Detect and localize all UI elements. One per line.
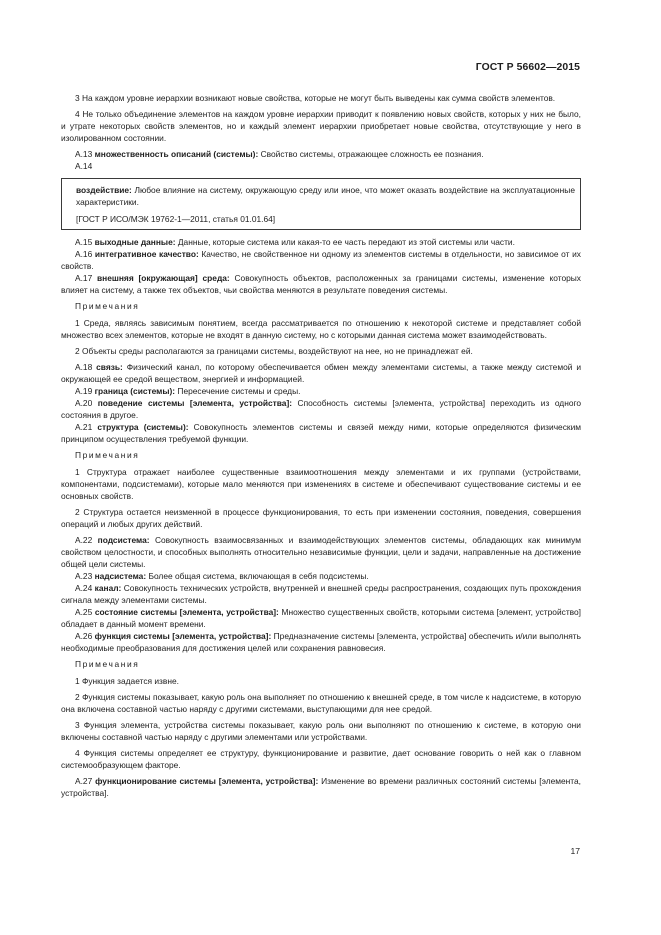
definition: Способность системы [элемента, устройства] переходить из одного состояния в другое. xyxy=(61,398,582,420)
definition: Совокупность объектов, расположенных за границами системы, изменение которых влияет на систему, а также тех объектов, чьи свойства меняются в результате поведения системы. xyxy=(61,273,581,295)
clause-number: А.19 xyxy=(75,386,93,396)
clause-a15 xyxy=(61,236,581,248)
definition: Более общая система, включающая в себя подсистемы. xyxy=(146,571,369,581)
term: функционирование системы [элемента, устройства]: xyxy=(95,776,319,786)
clause-number: А.23 xyxy=(75,571,93,581)
definition: Совокупность технических устройств, внутренней и внешней среды распространения, создающих путь прохождения сигнала между элементами системы. xyxy=(61,583,581,605)
clause-number: А.18 xyxy=(75,362,93,372)
clause-a24 xyxy=(61,582,581,606)
term: поведение системы [элемента, устройства]: xyxy=(97,398,293,408)
note-4-hierarchy: 4 Не только объединение элементов на каждом уровне иерархии приводит к появлению новых свойств, которых у них не было, и утрате некоторых свойств элементов, но и каждый элемент иерархии приобретает новые свойства, отсутствующие у него в изолированном состоянии. xyxy=(61,109,581,143)
clause-number: А.27 xyxy=(75,776,93,786)
term: множественность описаний (системы): xyxy=(94,149,259,159)
clause-a27 xyxy=(61,775,581,799)
term: канал: xyxy=(94,583,122,593)
clause-a14-number: А.14 xyxy=(75,161,93,171)
term: связь: xyxy=(96,362,123,372)
term: подсистема: xyxy=(97,535,150,545)
term: граница (системы): xyxy=(94,386,176,396)
clause-number: А.26 xyxy=(75,631,93,641)
clause-number: А.13 xyxy=(75,149,93,159)
term: надсистема: xyxy=(94,571,147,581)
definition: Качество, не свойственное ни одному из элементов системы в отдельности, но зависимое от их свойств. xyxy=(61,249,581,271)
clause-number: А.21 xyxy=(75,422,93,432)
a21-note-1: 1 Структура отражает наиболее существенные взаимоотношения между элементами и их группами (устройствами, компонентами, подсистемами), которые мало меняются при изменениях в системе и обеспечивают существование системы и ее основных свойств. xyxy=(61,467,581,501)
clause-a21 xyxy=(61,421,581,445)
clause-number: А.25 xyxy=(75,607,93,617)
notes-heading: Примечания xyxy=(75,450,140,460)
definition: Изменение во времени различных состояний системы [элемента, устройства]. xyxy=(61,776,581,798)
term: воздействие: xyxy=(76,185,132,195)
term: внешняя [окружающая] среда: xyxy=(97,273,230,283)
clause-number: А.15 xyxy=(75,237,93,247)
clause-a16 xyxy=(61,248,581,272)
term: функция системы [элемента, устройства]: xyxy=(94,631,272,641)
clause-a17 xyxy=(61,272,581,296)
definition: Совокупность элементов системы и связей между ними, которые определяются физическим принципом осуществления требуемой функции. xyxy=(61,422,582,444)
clause-number: А.17 xyxy=(75,273,93,283)
note-3-hierarchy: 3 На каждом уровне иерархии возникают новые свойства, которые не могут быть выведены как сумма свойств элементов. xyxy=(75,93,556,103)
document-header-id: ГОСТ Р 56602—2015 xyxy=(475,62,580,73)
clause-a14-box xyxy=(61,178,581,230)
definition: Множество существенных свойств, которыми система [элемент, устройство] обладает в данный момент времени. xyxy=(61,607,581,629)
clause-a18 xyxy=(61,361,581,385)
clause-a23 xyxy=(61,570,581,582)
a26-note-1: 1 Функция задается извне. xyxy=(75,676,179,686)
definition: Свойство системы, отражающее сложность ее познания. xyxy=(258,149,484,159)
clause-number: А.16 xyxy=(75,249,93,259)
a26-note-4: 4 Функция системы определяет ее структуру, функционирование и развитие, дает основание говорить о ней как о главном системообразующем факторе. xyxy=(61,748,581,770)
clause-a13 xyxy=(61,148,581,160)
a26-note-3: 3 Функция элемента, устройства системы показывает, какую роль они выполняют по отношению к системе, в которую они включены составной частью наряду с другими элементами или устройствами. xyxy=(61,720,581,742)
clause-number: А.22 xyxy=(75,535,93,545)
definition: Любое влияние на систему, окружающую среду или иное, что может оказать воздействие на эксплуатационные характеристики. xyxy=(76,185,575,207)
definition: Пересечение системы и среды. xyxy=(175,386,301,396)
clause-a14-definition xyxy=(76,184,575,208)
term: состояние системы [элемента, устройства]: xyxy=(94,607,279,617)
definition: Совокупность взаимосвязанных и взаимодействующих элементов системы, обладающих как минимум свойством целостности, и способных выполнять относительно независимые функции, цели и задачи, направленные на достижение общей цели системы. xyxy=(61,535,582,569)
clause-number: А.24 xyxy=(75,583,93,593)
clause-a14-source: [ГОСТ Р ИСО/МЭК 19762-1—2011, статья 01.01.64] xyxy=(76,214,276,224)
clause-a19 xyxy=(61,385,581,397)
notes-heading: Примечания xyxy=(75,659,140,669)
notes-heading: Примечания xyxy=(75,301,140,311)
term: интегративное качество: xyxy=(94,249,199,259)
clause-a20 xyxy=(61,397,581,421)
a17-note-2: 2 Объекты среды располагаются за границами системы, воздействуют на нее, но не принадлежат ей. xyxy=(75,346,473,356)
a26-note-2: 2 Функция системы показывает, какую роль она выполняет по отношению к внешней среде, в том числе к надсистеме, в которую она включена составной частью наряду с другими системами, выступающими для нее средой. xyxy=(61,692,581,714)
a21-note-2: 2 Структура остается неизменной в процессе функционирования, то есть при изменении состояния, поведения, совершения операций и любых других действий. xyxy=(61,507,581,529)
clause-a26 xyxy=(61,630,581,654)
a17-note-1: 1 Среда, являясь зависимым понятием, всегда рассматривается по отношению к некоторой системе и представляет собой множество всех элементов, которые не входят в данную систему, но с которыми данная система может взаимодействовать. xyxy=(61,318,581,340)
definition: Физический канал, по которому обеспечивается обмен между элементами системы, а также между системой и окружающей ее средой веществом, энергией и информацией. xyxy=(61,362,581,384)
definition: Предназначение системы [элемента, устройства] обеспечить и/или выполнять необходимые преобразования для достижения целей или сохранения равновесия. xyxy=(61,631,581,653)
term: структура (системы): xyxy=(97,422,189,432)
clause-a22 xyxy=(61,534,581,570)
document-body xyxy=(61,92,581,803)
term: выходные данные: xyxy=(94,237,176,247)
page-number: 17 xyxy=(570,846,580,856)
clause-number: А.20 xyxy=(75,398,93,408)
clause-a25 xyxy=(61,606,581,630)
definition: Данные, которые система или какая-то ее часть передают из этой системы или части. xyxy=(175,237,515,247)
